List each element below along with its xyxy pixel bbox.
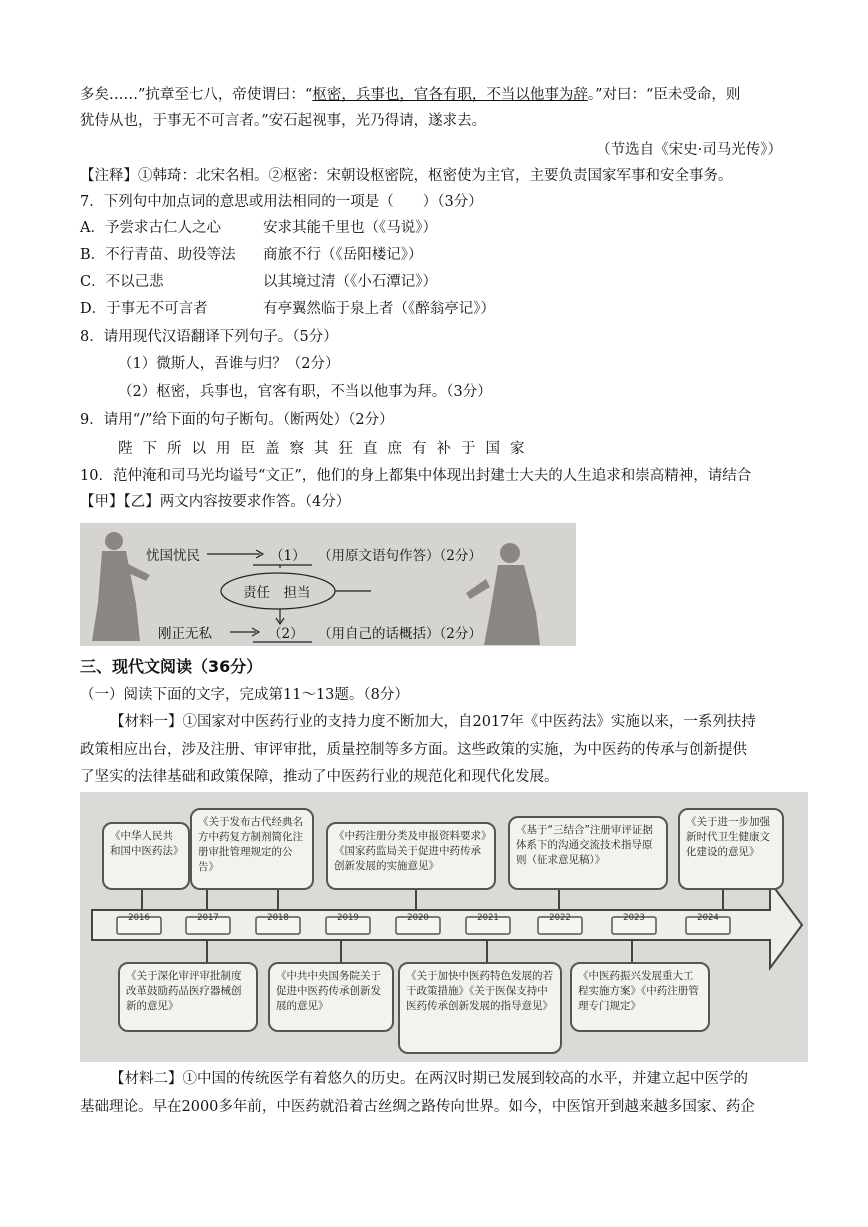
passage-source: （节选自《宋史·司马光传》）	[596, 142, 782, 158]
fan-zhongyan-figure-icon	[92, 532, 150, 641]
q10-line-2: 【甲】【乙】两文内容按要求作答。（4分）	[80, 494, 351, 510]
timeline-top-box: 《基于“三结合”注册审评证据体系下的沟通交流技术指导原则（征求意见稿）》	[508, 816, 668, 890]
q7-option-a	[80, 217, 221, 239]
passage-line-1	[80, 84, 740, 106]
timeline-top-box: 《中华人民共和国中医药法》	[102, 822, 190, 890]
q7-stem: 7．下列句中加点词的意思或用法相同的一项是（ ）（3分）	[80, 194, 483, 210]
diagram-label-upright: 刚正无私	[158, 626, 212, 642]
passage-line-1-tail: 。”对曰：“臣未受命，则	[587, 87, 741, 103]
section-3-title: 三、现代文阅读（36分）	[80, 657, 263, 676]
timeline-year-2023: 2023	[623, 913, 645, 923]
diagram-blank-2-requirement: （用自己的话概括）（2分）	[318, 626, 482, 642]
timeline-top-box: 《关于进一步加强新时代卫生健康文化建设的意见》	[678, 808, 784, 890]
q9-stem: 9．请用“/”给下面的句子断句。（断两处）（2分）	[80, 412, 394, 428]
q10-line-1: 10．范仲淹和司马光均谥号“文正”，他们的身上都集中体现出封建士大夫的人生追求和崇高精神，请结合	[80, 468, 752, 484]
q9-sentence: 陛下所以用臣盖察其狂直庶有补于国家	[118, 441, 535, 457]
passage-note: 【注释】①韩琦：北宋名相。②枢密：宋朝设枢密院，枢密使为主官，主要负责国家军事和安全事务。	[80, 168, 733, 184]
q7-option-b-pair: 商旅不行（《岳阳楼记》）	[263, 247, 423, 263]
passage-line-2: 犹侍从也，于事无不可言者。”安石起视事，光乃得请，遂求去。	[80, 113, 487, 129]
timeline-year-2018: 2018	[267, 913, 289, 923]
timeline-year-2019: 2019	[337, 913, 359, 923]
q7-option-c-pair: 以其境过清（《小石潭记》）	[263, 274, 437, 290]
material-2-line-2: 基础理论。早在2000多年前，中医药就沿着古丝绸之路传向世界。如今，中医馆开到越来越多国家、药企	[80, 1099, 755, 1115]
material-1-line-3: 了坚实的法律基础和政策保障，推动了中医药行业的规范化和现代化发展。	[80, 769, 559, 785]
timeline-year-2024: 2024	[697, 913, 719, 923]
timeline-year-2021: 2021	[477, 913, 499, 923]
q7-option-d-pair: 有亭翼然临于泉上者（《醉翁亭记》）	[263, 301, 495, 317]
material-2-line-1: 【材料二】①中国的传统医学有着悠久的历史。在两汉时期已发展到较高的水平，并建立起中医学的	[110, 1071, 748, 1087]
section-3-part-1: （一）阅读下面的文字，完成第11～13题。（8分）	[80, 687, 409, 703]
material-1-line-2: 政策相应出台，涉及注册、审评审批，质量控制等多方面。这些政策的实施，为中医药的传承与创新提供	[80, 742, 747, 758]
diagram-blank-2: （2）	[268, 626, 304, 642]
timeline-top-box: 《中药注册分类及申报资料要求》《国家药监局关于促进中药传承创新发展的实施意见》	[326, 822, 496, 890]
timeline-bottom-box: 《关于深化审评审批制度改革鼓励药品医疗器械创新的意见》	[118, 962, 258, 1032]
timeline-top-box: 《关于发布古代经典名方中药复方制剂简化注册审批管理规定的公告》	[190, 808, 314, 890]
q7-option-b: B．不行青苗、助役等法	[80, 247, 236, 263]
timeline-year-2022: 2022	[549, 913, 571, 923]
diagram-blank-1: （1）	[270, 548, 306, 564]
diagram-blank-1-requirement: （用原文语句作答）（2分）	[318, 548, 482, 564]
q7-option-a-pair: 安求其能千里也（《马说》）	[263, 220, 437, 236]
q7-option-c: C．不以己悲	[80, 274, 164, 290]
q7-option-d: D．于事无不可言者	[80, 301, 208, 317]
policy-timeline	[80, 792, 808, 1062]
passage-underlined-sentence: 枢密，兵事也，官各有职，不当以他事为辞	[312, 87, 588, 103]
timeline-bottom-box: 《关于加快中医药特色发展的若干政策措施》《关于医保支持中医药传承创新发展的指导意见》	[398, 962, 562, 1054]
passage-line-1-head: 多矣……”抗章至七八，帝使谓曰：“	[80, 87, 313, 103]
diagram-center-responsibility: 责任 担当	[243, 585, 311, 601]
timeline-bottom-box: 《中医药振兴发展重大工程实施方案》《中药注册管理专门规定》	[570, 962, 710, 1032]
q8-sentence-1: （1）微斯人，吾谁与归？（2分）	[118, 356, 340, 372]
q10-diagram	[80, 523, 576, 646]
timeline-bottom-box: 《中共中央国务院关于促进中医药传承创新发展的意见》	[268, 962, 394, 1032]
q8-sentence-2: （2）枢密，兵事也，官客有职，不当以他事为拜。（3分）	[118, 384, 492, 400]
timeline-year-2016: 2016	[128, 913, 150, 923]
diagram-label-worry-nation: 忧国忧民	[146, 548, 200, 564]
q7-option-a-label: A．予尝求古仁人之心	[80, 220, 221, 236]
material-1-line-1: 【材料一】①国家对中医药行业的支持力度不断加大，自2017年《中医药法》实施以来，一系列扶持	[110, 714, 756, 730]
timeline-year-2020: 2020	[407, 913, 429, 923]
q8-stem: 8．请用现代汉语翻译下列句子。（5分）	[80, 329, 338, 345]
timeline-year-2017: 2017	[197, 913, 219, 923]
